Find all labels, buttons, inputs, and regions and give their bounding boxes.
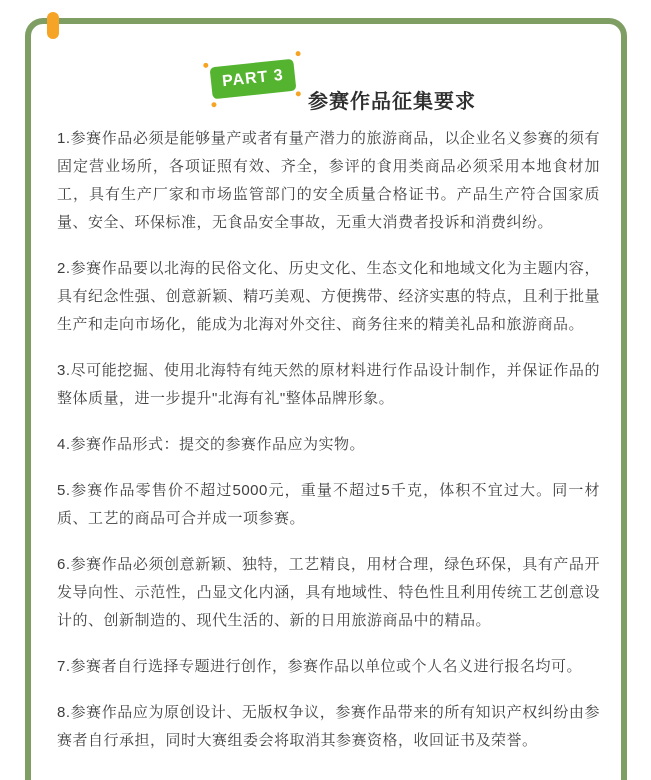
requirement-paragraph: 2.参赛作品要以北海的民俗文化、历史文化、生态文化和地域文化为主题内容，具有纪念性强、创意新颖、精巧美观、方便携带、经济实惠的特点，且利于批量生产和走向市场化，能成为北海对外交往、商务往来的精美礼品和旅游商品。 <box>57 260 600 333</box>
requirement-paragraph: 5.参赛作品零售价不超过5000元，重量不超过5千克，体积不宜过大。同一材质、工艺的商品可合并成一项参赛。 <box>57 482 600 527</box>
requirement-paragraph: 4.参赛作品形式：提交的参赛作品应为实物。 <box>57 436 366 453</box>
section-title: 参赛作品征集要求 <box>308 91 476 114</box>
requirement-paragraph: 6.参赛作品必须创意新颖、独特，工艺精良，用材合理，绿色环保，具有产品开发导向性、示范性，凸显文化内涵，具有地域性、特色性且利用传统工艺创意设计的、创新制造的、现代生活的、新的日用旅游商品中的精品。 <box>57 556 600 629</box>
requirement-paragraph: 1.参赛作品必须是能够量产或者有量产潜力的旅游商品，以企业名义参赛的须有固定营业场所，各项证照有效、齐全，参评的食用类商品必须采用本地食材加工，具有生产厂家和市场监管部门的安全质量合格证书。产品生产符合国家质量、安全、环保标准，无食品安全事故，无重大消费者投诉和消费纠纷。 <box>57 130 600 231</box>
requirement-paragraph: 8.参赛作品应为原创设计、无版权争议，参赛作品带来的所有知识产权纠纷由参赛者自行承担，同时大赛组委会将取消其参赛资格，收回证书及荣誉。 <box>57 704 600 749</box>
part-badge-label: PART 3 <box>210 59 297 100</box>
requirements-list <box>57 125 600 773</box>
requirement-paragraph: 7.参赛者自行选择专题进行创作，参赛作品以单位或个人名义进行报名均可。 <box>57 658 583 675</box>
orange-pin-decoration <box>47 12 59 39</box>
requirement-paragraph: 3.尽可能挖掘、使用北海特有纯天然的原材料进行作品设计制作，并保证作品的整体质量，进一步提升"北海有礼"整体品牌形象。 <box>57 362 600 407</box>
